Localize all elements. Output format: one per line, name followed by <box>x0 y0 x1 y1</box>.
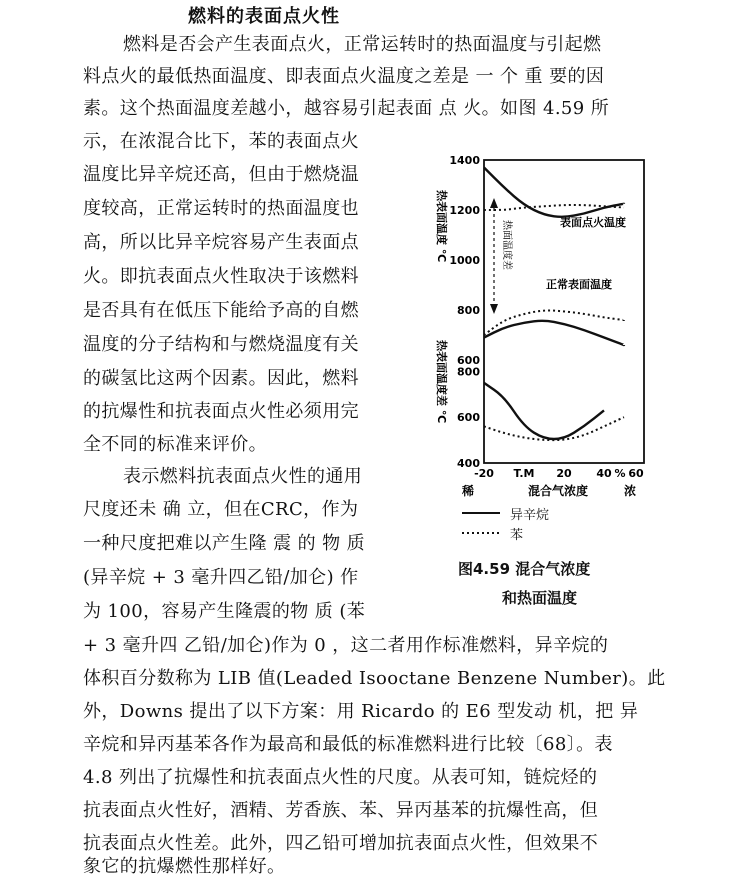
y-tick-top-label: 1000 <box>449 254 480 267</box>
x-tick-label: 20 <box>556 467 572 480</box>
x-tick-label: 40 <box>596 467 612 480</box>
x-tick-label: T.M <box>513 467 535 480</box>
text-line: 温度的分子结构和与燃烧温度有关 <box>83 334 359 355</box>
legend-dotted-line <box>462 528 502 538</box>
x-tick-label: % <box>614 467 626 480</box>
text-line: 料点火的最低热面温度、即表面点火温度之差是 一 个 重 要的因 <box>83 66 605 87</box>
text-line: 的碳氢比这两个因素。因此，燃料 <box>83 368 359 389</box>
figure-4-59 <box>418 150 736 620</box>
text-line: 表示燃料抗表面点火性的通用 <box>123 466 363 487</box>
series-line-benzene-panel1-1 <box>484 417 624 440</box>
text-line: 全不同的标准来评价。 <box>83 434 267 455</box>
label-surface-ignition: 表面点火温度 <box>560 216 626 229</box>
text-line: 抗表面点火性好，酒精、芳香族、苯、异丙基苯的抗爆性高，但 <box>83 800 599 821</box>
y-tick-top-label: 600 <box>457 354 480 367</box>
x-label-mix: 混合气浓度 <box>528 484 589 498</box>
y-tick-top-label: 1400 <box>449 154 480 167</box>
y-tick-bottom-label: 800 <box>457 365 480 379</box>
bracket-label: 热面温度差 <box>501 220 512 270</box>
text-line: 象它的抗爆燃性那样好。 <box>83 856 286 877</box>
text-line: 温度比异辛烷还高，但由于燃烧温 <box>83 164 359 185</box>
text-line: 燃料是否会产生表面点火，正常运转时的热面温度与引起燃 <box>123 34 602 55</box>
bracket-arrow-down <box>490 304 498 314</box>
figure-caption-2: 和热面温度 <box>502 589 578 607</box>
text-line: 外，Downs 提出了以下方案：用 Ricardo 的 E6 型发动 机，把 异 <box>83 701 639 722</box>
legend-dotted-label: 苯 <box>510 528 524 543</box>
text-line: + 3 毫升四 乙铅/加仑)作为 0 ，这二者用作标准燃料，异辛烷的 <box>83 635 609 656</box>
ylabel-bottom: 热表面温度差 ℃ <box>435 340 448 424</box>
legend-solid-label: 异辛烷 <box>510 508 550 523</box>
y-tick-bottom-label: 400 <box>457 457 480 470</box>
tick-layer <box>449 154 644 480</box>
section-title: 燃料的表面点火性 <box>188 6 340 27</box>
x-tick-label: -20 <box>474 467 494 480</box>
series-line-isooctane-panel1-0 <box>484 383 604 439</box>
x-label-lean: 稀 <box>462 484 475 498</box>
text-line: 火。即抗表面点火性取决于该燃料 <box>83 266 359 287</box>
text-line: 示，在浓混合比下，苯的表面点火 <box>83 131 359 152</box>
text-line: 为 100，容易产生隆震的物 质 (苯 <box>83 601 366 622</box>
y-tick-top-label: 1200 <box>449 204 480 217</box>
text-line: 的抗爆性和抗表面点火性必须用完 <box>83 401 359 422</box>
label-normal: 正常表面温度 <box>546 278 612 291</box>
series-layer <box>484 168 624 441</box>
text-line: 体积百分数称为 LIB 值(Leaded Isooctane Benzene Number)。此 <box>83 668 666 689</box>
text-line: 高，所以比异辛烷容易产生表面点 <box>83 232 359 253</box>
text-line: 度较高，正常运转时的热面温度也 <box>83 198 359 219</box>
text-line: 抗表面点火性差。此外，四乙铅可增加抗表面点火性，但效果不 <box>83 833 599 854</box>
bracket-arrow-up <box>490 198 498 208</box>
y-tick-bottom-label: 600 <box>457 411 480 425</box>
text-line: 辛烷和异丙基苯各作为最高和最低的标准燃料进行比较〔68〕。表 <box>83 734 613 755</box>
legend-solid-line <box>462 508 502 518</box>
text-line: 4.8 列出了抗爆性和抗表面点火性的尺度。从表可知，链烷烃的 <box>83 767 598 788</box>
text-line: 尺度还未 确 立，但在CRC，作为 <box>83 499 359 520</box>
figure-caption-1: 图4.59 混合气浓度 <box>458 560 591 578</box>
y-tick-top-label: 800 <box>457 304 480 317</box>
x-label-rich: 浓 <box>624 484 637 498</box>
series-line-isooctane-panel0-2 <box>484 321 624 345</box>
text-line: (异辛烷 + 3 毫升四乙铅/加仑) 作 <box>83 567 359 588</box>
ylabel-top: 热表面温度 ℃ <box>435 190 448 263</box>
text-line: 是否具有在低压下能给予高的自燃 <box>83 300 359 321</box>
chart-svg <box>418 150 736 500</box>
text-line: 一种尺度把难以产生隆 震 的 物 质 <box>83 533 366 554</box>
text-line: 素。这个热面温度差越小，越容易引起表面 点 火。如图 4.59 所 <box>83 98 610 119</box>
x-tick-label: 60 <box>628 467 644 480</box>
